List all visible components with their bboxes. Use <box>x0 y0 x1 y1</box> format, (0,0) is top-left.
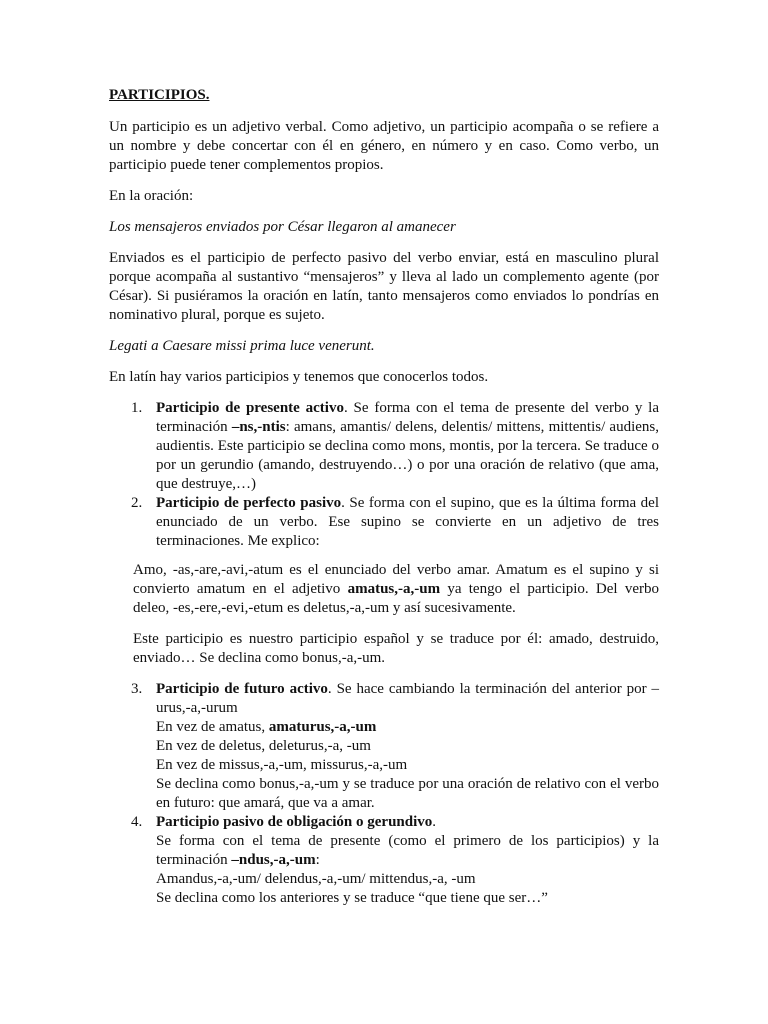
item-heading: Participio pasivo de obligación o gerundivo <box>156 814 433 830</box>
ndus-bold: –ndus,-a,-um <box>231 852 316 868</box>
gerundivo-formation: Se forma con el tema de presente (como el primero de los participios) y la terminación –ndus,-a,-um: <box>156 833 659 868</box>
list-number: 1. <box>131 400 143 416</box>
list-item-4: 4. Participio pasivo de obligación o gerundivo. Se forma con el tema de presente (como el primero de los participios) y la terminación –ndus,-a,-um: Amandus,-a,-um/ delendus,-a,-um/ mittendus,-a, -um Se declina como los anteriores y se traduce “que tiene que ser…” <box>131 814 659 906</box>
latin-intro: En latín hay varios participios y tenemos que conocerlos todos. <box>109 369 489 385</box>
amaturus-bold: amaturus,-a,-um <box>268 719 377 735</box>
missus-line: En vez de missus,-a,-um, missurus,-a,-um <box>156 757 408 773</box>
futuro-declension: Se declina como bonus,-a,-um y se traduce por una oración de relativo con el verbo en futuro: que amará, que va a amar. <box>156 776 659 811</box>
amatus-bold: amatus,-a,-um <box>347 581 441 597</box>
deletus-line: En vez de deletus, deleturus,-a, -um <box>156 738 371 754</box>
list-item-3: 3. Participio de futuro activo. Se hace cambiando la terminación del anterior por –urus,-a,-urum En vez de amatus, amaturus,-a,-um En vez de deletus, deleturus,-a, -um En vez de missus,-a,-um, missurus,-a,-um Se declina como bonus,-a,-um y se traduce por una oración de relativo con el verbo en futuro: que amará, que va a amar. <box>131 681 659 811</box>
spanish-example: Los mensajeros enviados por César llegaron al amanecer <box>109 219 456 235</box>
oracion-label: En la oración: <box>109 188 194 204</box>
explanation-paragraph: Enviados es el participio de perfecto pasivo del verbo enviar, está en masculino plural porque acompaña al sustantivo “mensajeros” y lleva al lado un complemento agente (por César). Si pusiéramos la oración en latín, tanto mensajeros como enviados lo pondrías en nominativo plural, porque es sujeto. <box>109 250 659 323</box>
ending-bold: –ns,-ntis <box>231 419 286 435</box>
item-heading: Participio de presente activo <box>156 400 344 416</box>
gerundivo-examples: Amandus,-a,-um/ delendus,-a,-um/ mittendus,-a, -um <box>156 871 476 887</box>
intro-paragraph: Un participio es un adjetivo verbal. Como adjetivo, un participio acompaña o se refiere a un nombre y debe concertar con él en género, en número y en caso. Como verbo, un participio puede tener complementos propios. <box>109 119 659 173</box>
list-number: 2. <box>131 495 143 511</box>
latin-example: Legati a Caesare missi prima luce venerunt. <box>109 338 375 354</box>
este-paragraph: Este participio es nuestro participio español y se traduce por él: amado, destruido, enviado… Se declina como bonus,-a,-um. <box>133 631 659 666</box>
document-title: PARTICIPIOS. <box>109 87 210 103</box>
amo-paragraph: Amo, -as,-are,-avi,-atum es el enunciado del verbo amar. Amatum es el supino y si convierto amatum en el adjetivo amatus,-a,-um ya tengo el participio. Del verbo deleo, -es,-ere,-evi,-etum es deletus,-a,-um y así sucesivamente. <box>133 562 659 616</box>
item-heading: Participio de perfecto pasivo <box>156 495 342 511</box>
list-item-2: 2. Participio de perfecto pasivo. Se forma con el supino, que es la última forma del enunciado de un verbo. Ese supino se convierte en un adjetivo de tres terminaciones. Me explico: <box>131 495 659 549</box>
item-heading: Participio de futuro activo <box>156 681 328 697</box>
amatus-line: En vez de amatus, amaturus,-a,-um <box>156 719 377 735</box>
list-number: 4. <box>131 814 143 830</box>
participle-list-continued <box>109 680 659 908</box>
participle-list <box>109 399 659 551</box>
gerundivo-translation: Se declina como los anteriores y se traduce “que tiene que ser…” <box>156 890 548 906</box>
document-page <box>109 86 659 908</box>
list-number: 3. <box>131 681 143 697</box>
list-item-1: 1. Participio de presente activo. Se forma con el tema de presente del verbo y la terminación –ns,-ntis: amans, amantis/ delens, delentis/ mittens, mittentis/ audiens, audientis. Este participio se declina como mons, montis, por la tercera. Se traduce o por un gerundio (amando, destruyendo…) o por una oración de relativo (que ama, que destruye,…) <box>131 400 660 492</box>
